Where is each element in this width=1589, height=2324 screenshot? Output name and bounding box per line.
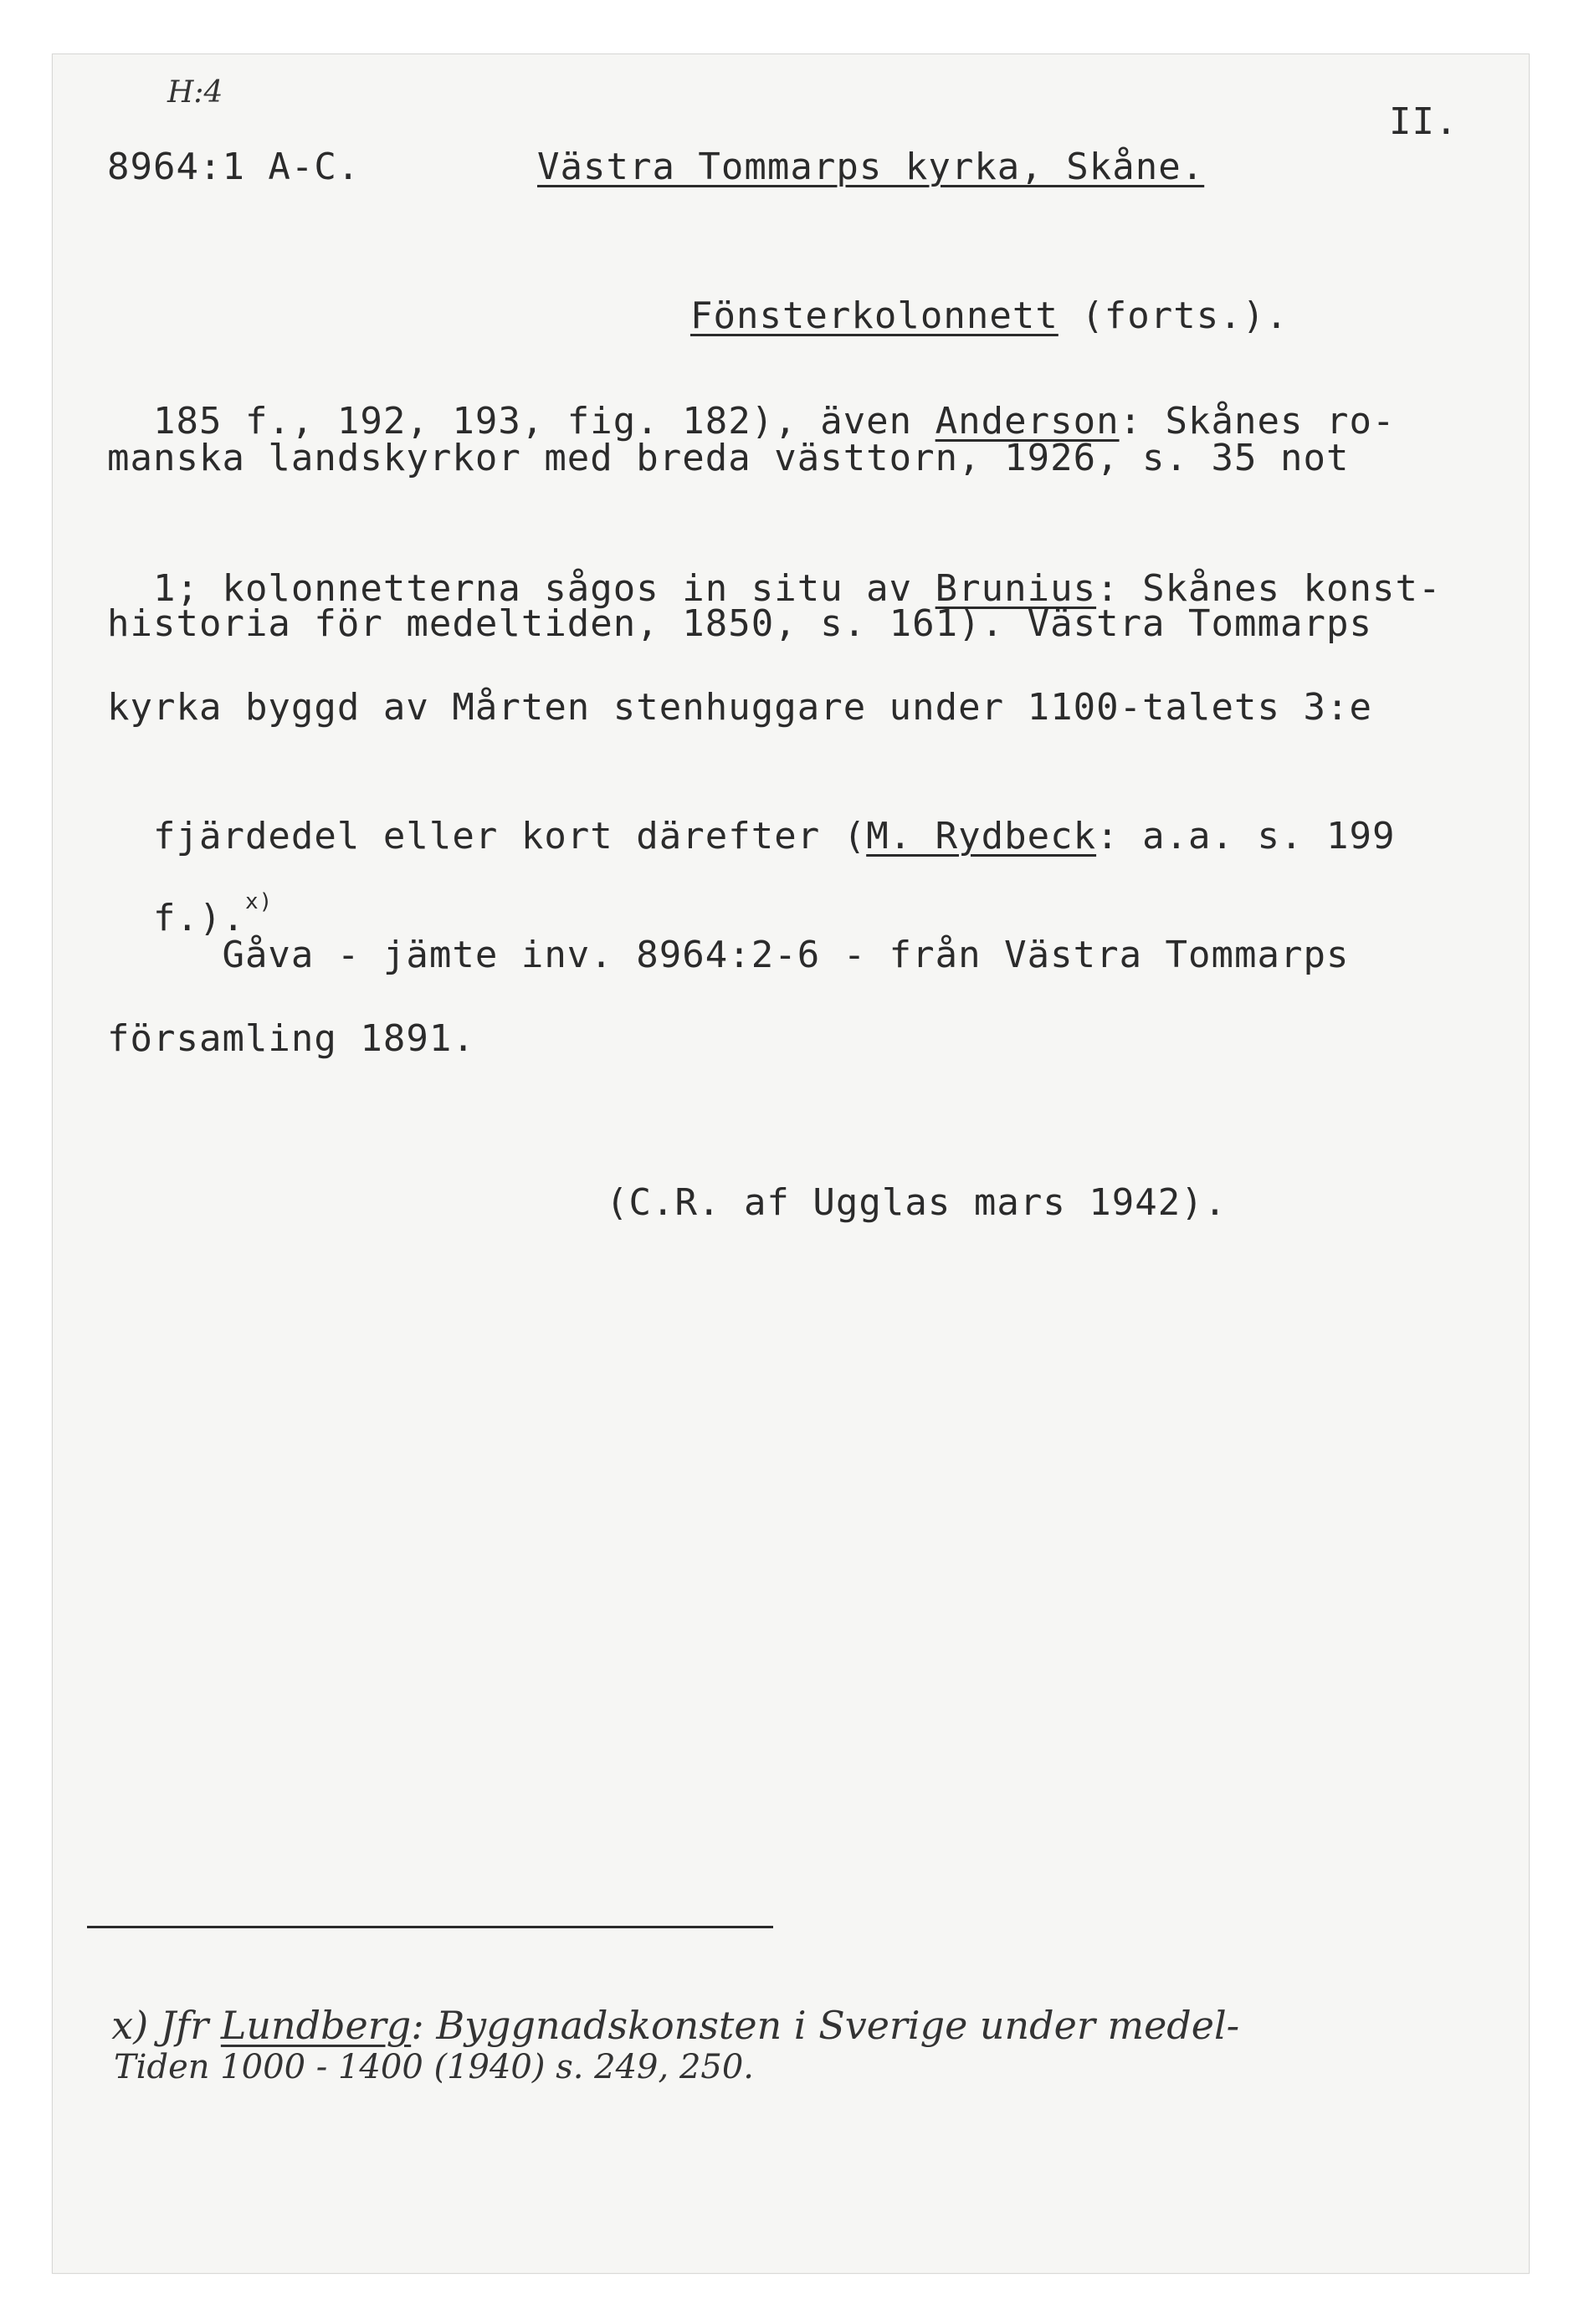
subtitle-underlined: Fönsterkolonnett (689, 294, 1058, 337)
body-line-3-b: : Skånes konst- (1096, 567, 1442, 610)
corner-mark: H:4 (167, 75, 223, 110)
body-line-1-a: 185 f., 192, 193, fig. 182), även (152, 400, 935, 443)
card-title: Västra Tommarps kyrka, Skåne. (537, 146, 1205, 188)
body-line-2: manska landskyrkor med breda västtorn, 1926, s. 35 not (107, 437, 1350, 479)
body-line-3 (107, 519, 1441, 612)
footnote-ref-marker: x) (244, 889, 274, 914)
body-line-5: kyrka byggd av Mårten stenhuggare under 1100-talets 3:e (107, 686, 1372, 729)
card-subtitle (644, 246, 1289, 340)
body-line-7-text: f.). (152, 897, 245, 939)
inventory-number: 8964:1 A-C. (107, 146, 361, 188)
body-line-6 (107, 766, 1395, 860)
footnote-author: Lundberg (220, 2003, 412, 2048)
body-line-4: historia för medeltiden, 1850, s. 161). Västra Tommarps (107, 602, 1372, 645)
footnote-line-1-rest: : Byggnadskonsten i Sverige under medel- (411, 2003, 1240, 2048)
reference-brunius: Brunius (935, 567, 1097, 610)
subtitle-rest: (forts.). (1058, 294, 1289, 337)
footnote-line-2: Tiden 1000 - 1400 (1940) s. 249, 250. (114, 2048, 754, 2086)
body-line-1 (107, 351, 1395, 445)
page-number: II. (1389, 100, 1458, 143)
body-line-6-a: fjärdedel eller kort därefter ( (152, 815, 867, 857)
footnote-divider (87, 1926, 773, 1928)
reference-anderson: Anderson (935, 400, 1120, 443)
body-line-9: församling 1891. (107, 1017, 475, 1060)
footnote-line-1 (87, 1958, 1239, 2048)
body-line-3-a: 1; kolonnetterna sågos in situ av (152, 567, 935, 610)
body-line-6-b: : a.a. s. 199 (1096, 815, 1396, 857)
reference-rydbeck: M. Rydbeck (866, 815, 1097, 857)
body-line-8: Gåva - jämte inv. 8964:2-6 - från Västra Tommarps (107, 934, 1350, 976)
signature: (C.R. af Ugglas mars 1942). (606, 1181, 1228, 1224)
footnote-marker: x) Jfr (111, 2003, 209, 2048)
body-line-1-b: : Skånes ro- (1119, 400, 1396, 443)
